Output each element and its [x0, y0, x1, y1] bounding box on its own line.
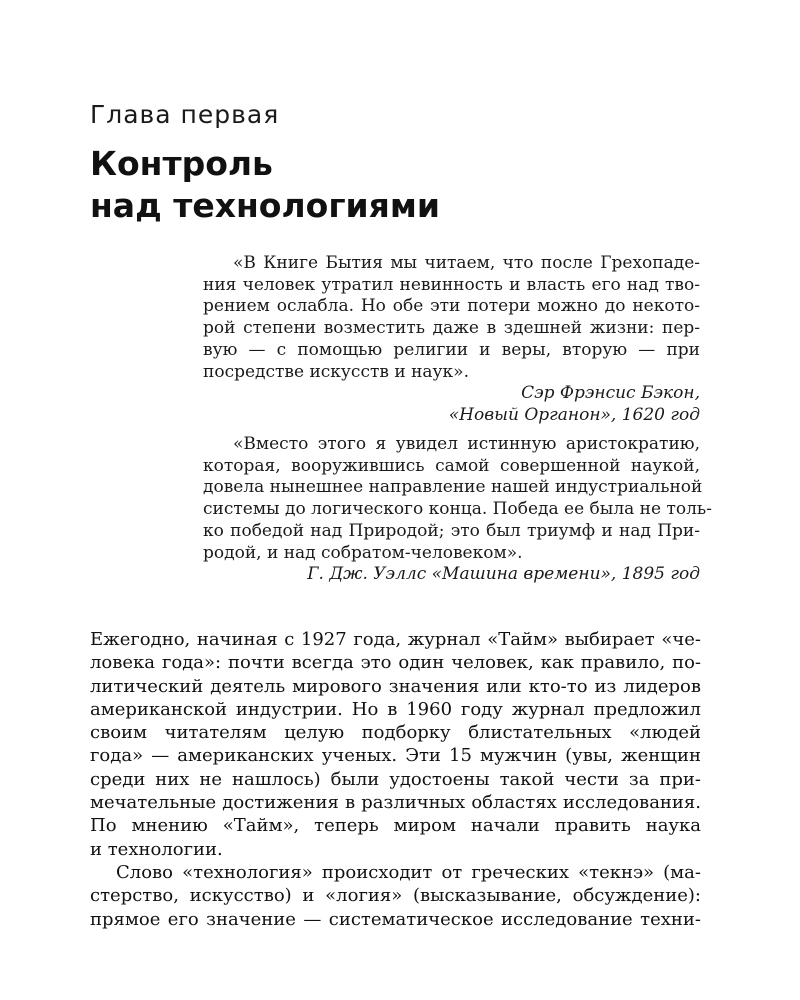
epigraph-line: рой степени возместить даже в здешней жизни: пер- — [203, 318, 700, 339]
chapter-title-line: над технологиями — [90, 186, 440, 225]
epigraph-line: довела нынешнее направление нашей индустриальной — [203, 477, 703, 498]
epigraph-line: которая, вооружившись самой совершенной наукой, — [203, 455, 700, 476]
epigraph-line: ко победой над Природой; это был триумф и над При- — [203, 520, 700, 541]
epigraph-line: ния человек утратил невинность и власть его над тво- — [203, 274, 700, 295]
paragraph-line: года» — американских ученых. Эти 15 мужчин (увы, женщин — [90, 745, 701, 767]
body-text — [90, 628, 701, 931]
epigraph-wells — [203, 434, 712, 586]
epigraph-line: системы до логического конца. Победа ее была не толь- — [203, 499, 712, 520]
paragraph-line: Слово «технология» происходит от греческих «текнэ» (ма- — [116, 861, 701, 883]
paragraph-line: и технологии. — [90, 838, 223, 860]
paragraph-line: Ежегодно, начиная с 1927 года, журнал «Тайм» выбирает «че- — [90, 629, 701, 650]
epigraph-bacon — [203, 253, 700, 427]
epigraph-line: вую — с помощью религии и веры, вторую — при — [203, 339, 700, 360]
epigraph-line: «В Книге Бытия мы читаем, что после Грехопаде- — [233, 253, 700, 273]
epigraph-line: родой, и над собратом-человеком». — [203, 542, 523, 563]
paragraph-line: литический деятель мирового значения или кто-то из лидеров — [90, 675, 701, 697]
paragraph-line: ловека года»: почти всегда это один человек, как правило, по- — [90, 652, 701, 674]
paragraph-line: мечательные достижения в различных областях исследования. — [90, 792, 701, 814]
epigraph-attribution: Сэр Фрэнсис Бэкон, — [521, 383, 700, 404]
chapter-title — [90, 143, 440, 227]
paragraph-line: прямое его значение — систематическое исследование техни- — [90, 908, 701, 930]
epigraph-attribution: «Новый Органон», 1620 год — [448, 404, 700, 425]
paragraph-line: своим читателям целую подборку блистательных «людей — [90, 722, 701, 744]
paragraph-line: По мнению «Тайм», теперь миром начали править наука — [90, 815, 701, 837]
epigraph-line: «Вместо этого я увидел истинную аристократию, — [233, 434, 700, 454]
paragraph-line: американской индустрии. Но в 1960 году журнал предложил — [90, 698, 701, 720]
paragraph-line: среди них не нашлось) были удостоены такой чести за при- — [90, 768, 701, 790]
epigraph-line: рением ослабла. Но обе эти потери можно до некото- — [203, 296, 700, 317]
chapter-label: Глава первая — [90, 100, 280, 129]
chapter-title-line: Контроль — [90, 144, 273, 183]
paragraph-line: стерство, искусство) и «логия» (высказывание, обсуждение): — [90, 885, 701, 907]
epigraph-attribution: Г. Дж. Уэллс «Машина времени», 1895 год — [307, 564, 700, 585]
epigraph-line: посредстве искусств и наук». — [203, 361, 469, 382]
